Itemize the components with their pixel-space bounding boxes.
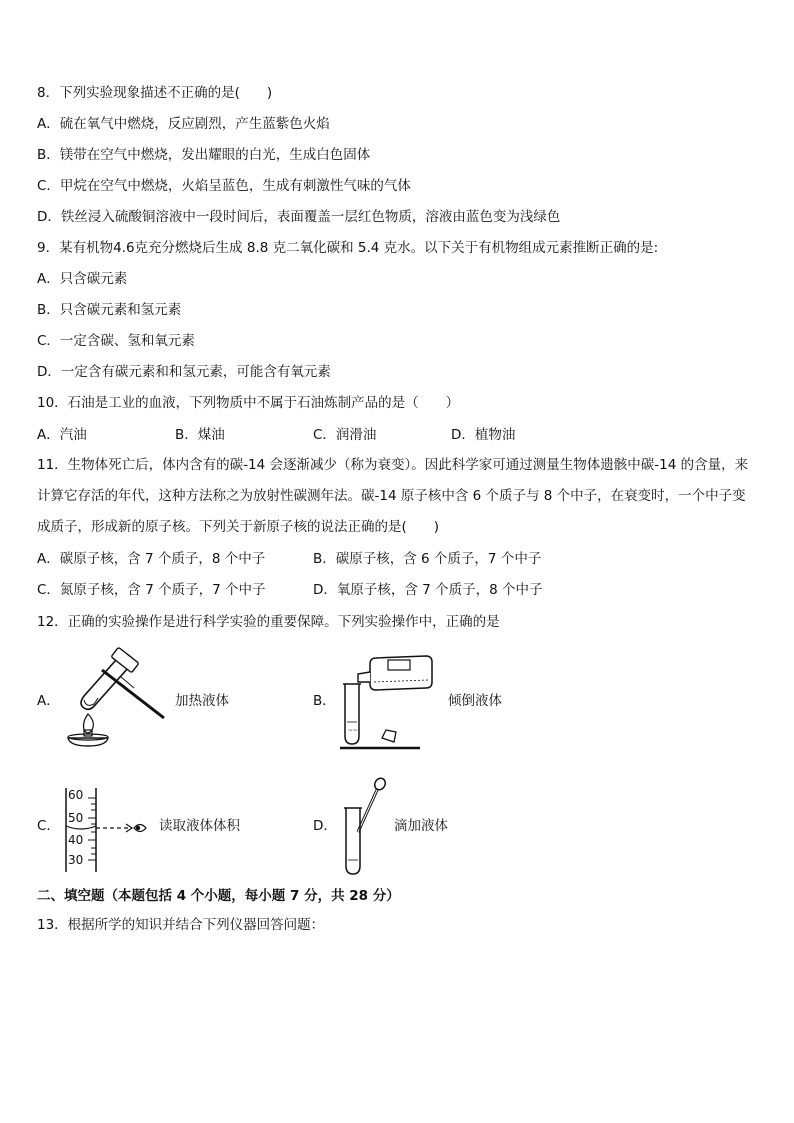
q12-option-b-caption: 倾倒液体 [448,693,502,709]
q12-option-a-caption: 加热液体 [175,693,229,709]
q12-option-d-caption: 滴加液体 [394,818,448,834]
q9-option-a: A．只含碳元素 [37,271,128,287]
cylinder-tick-50: 50 [68,811,84,825]
q12-option-a-letter: A． [37,693,60,709]
section-2-heading: 二、填空题（本题包括 4 个小题，每小题 7 分，共 28 分） [37,888,400,904]
q11-option-a: A．碳原子核，含 7 个质子，8 个中子 [37,551,266,567]
q12-option-c-letter: C． [37,818,60,834]
q9-option-b: B．只含碳元素和氢元素 [37,302,182,318]
q10-option-d: D．植物油 [451,427,516,443]
cylinder-tick-60: 60 [68,788,84,802]
q12-option-d-letter: D． [313,818,337,834]
q9-stem: 9．某有机物4.6克充分燃烧后生成 8.8 克二氧化碳和 5.4 克水。以下关于有机物组成元素推断正确的是: [37,240,659,256]
cylinder-tick-30: 30 [68,853,84,867]
q11-option-b: B．碳原子核，含 6 个质子，7 个中子 [313,551,542,567]
q9-option-c: C．一定含碳、氢和氧元素 [37,333,195,349]
q10-option-b: B．煤油 [175,427,225,443]
q11-stem: 11．生物体死亡后，体内含有的碳-14 会逐渐减少（称为衰变）。因此科学家可通过测量生物体遗骸中碳-14 的含量，来计算它存活的年代，这种方法称之为放射性碳测年法。碳-14 原子核中含 6 个质子与 8 个中子，在衰变时，一个中子变成质子，形成新的原子核。下列关于新原子核的说法正确的是( ) [37,457,749,535]
q8-option-c: C．甲烷在空气中燃烧，火焰呈蓝色，生成有刺激性气味的气体 [37,178,411,194]
pouring-liquid-figure [340,652,435,752]
heating-liquid-figure [60,646,172,748]
q10-stem: 10．石油是工业的血液，下列物质中不属于石油炼制产品的是（ ） [37,395,460,411]
q13-stem: 13．根据所学的知识并结合下列仪器回答问题： [37,917,325,933]
q12-option-b-letter: B． [313,693,336,709]
q11-option-c: C．氮原子核，含 7 个质子，7 个中子 [37,582,266,598]
cylinder-tick-40: 40 [68,833,84,847]
q8-stem: 8．下列实验现象描述不正确的是( ) [37,85,273,101]
q8-option-d: D．铁丝浸入硫酸铜溶液中一段时间后，表面覆盖一层红色物质，溶液由蓝色变为浅绿色 [37,209,561,225]
q10-option-a: A．汽油 [37,427,87,443]
svg-text:~~: ~~ [348,727,359,734]
dropping-liquid-figure [340,776,390,878]
q10-option-c: C．润滑油 [313,427,377,443]
q11-option-d: D．氧原子核，含 7 个质子，8 个中子 [313,582,543,598]
q12-stem: 12．正确的实验操作是进行科学实验的重要保障。下列实验操作中，正确的是 [37,614,500,630]
q8-option-a: A．硫在氧气中燃烧，反应剧烈，产生蓝紫色火焰 [37,116,330,132]
q8-option-b: B．镁带在空气中燃烧，发出耀眼的白光，生成白色固体 [37,147,371,163]
q12-option-c-caption: 读取液体体积 [159,818,240,834]
q9-option-d: D．一定含有碳元素和和氢元素，可能含有氧元素 [37,364,331,380]
